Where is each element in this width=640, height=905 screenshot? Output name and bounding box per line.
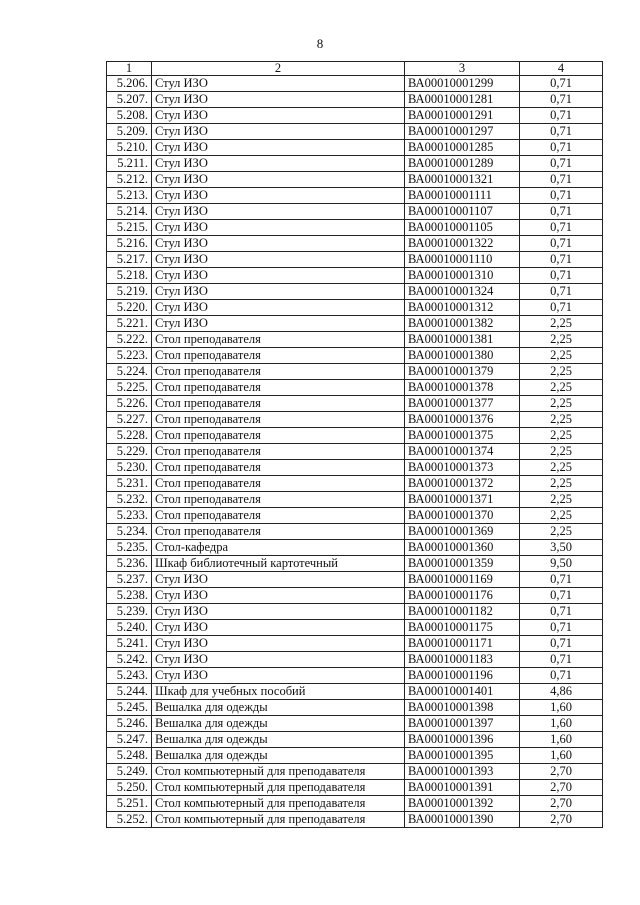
row-number-cell: 5.207. bbox=[107, 92, 152, 108]
item-name-cell: Стул ИЗО bbox=[152, 588, 405, 604]
table-row bbox=[107, 220, 603, 236]
inventory-code-cell: ВА00010001374 bbox=[405, 444, 520, 460]
row-number-cell: 5.250. bbox=[107, 780, 152, 796]
item-name-cell: Стул ИЗО bbox=[152, 124, 405, 140]
item-name-cell: Вешалка для одежды bbox=[152, 732, 405, 748]
inventory-code-cell: ВА00010001373 bbox=[405, 460, 520, 476]
inventory-code-cell: ВА00010001390 bbox=[405, 812, 520, 828]
table-row bbox=[107, 588, 603, 604]
table-row bbox=[107, 700, 603, 716]
inventory-code-cell: ВА00010001285 bbox=[405, 140, 520, 156]
value-cell: 2,25 bbox=[520, 380, 603, 396]
table-row bbox=[107, 524, 603, 540]
row-number-cell: 5.228. bbox=[107, 428, 152, 444]
item-name-cell: Стул ИЗО bbox=[152, 204, 405, 220]
value-cell: 2,70 bbox=[520, 812, 603, 828]
value-cell: 4,86 bbox=[520, 684, 603, 700]
value-cell: 0,71 bbox=[520, 620, 603, 636]
row-number-cell: 5.237. bbox=[107, 572, 152, 588]
row-number-cell: 5.233. bbox=[107, 508, 152, 524]
table-row bbox=[107, 364, 603, 380]
value-cell: 2,25 bbox=[520, 412, 603, 428]
table-row bbox=[107, 172, 603, 188]
inventory-code-cell: ВА00010001397 bbox=[405, 716, 520, 732]
inventory-code-cell: ВА00010001196 bbox=[405, 668, 520, 684]
item-name-cell: Стул ИЗО bbox=[152, 92, 405, 108]
table-row bbox=[107, 668, 603, 684]
table-row bbox=[107, 316, 603, 332]
inventory-code-cell: ВА00010001105 bbox=[405, 220, 520, 236]
inventory-code-cell: ВА00010001291 bbox=[405, 108, 520, 124]
item-name-cell: Стол преподавателя bbox=[152, 460, 405, 476]
item-name-cell: Стул ИЗО bbox=[152, 572, 405, 588]
row-number-cell: 5.229. bbox=[107, 444, 152, 460]
value-cell: 0,71 bbox=[520, 76, 603, 92]
value-cell: 0,71 bbox=[520, 108, 603, 124]
table-row bbox=[107, 652, 603, 668]
inventory-code-cell: ВА00010001299 bbox=[405, 76, 520, 92]
value-cell: 2,25 bbox=[520, 332, 603, 348]
row-number-cell: 5.239. bbox=[107, 604, 152, 620]
inventory-code-cell: ВА00010001110 bbox=[405, 252, 520, 268]
value-cell: 2,25 bbox=[520, 444, 603, 460]
inventory-code-cell: ВА00010001377 bbox=[405, 396, 520, 412]
value-cell: 2,25 bbox=[520, 364, 603, 380]
item-name-cell: Стул ИЗО bbox=[152, 188, 405, 204]
value-cell: 0,71 bbox=[520, 668, 603, 684]
item-name-cell: Стол компьютерный для преподавателя bbox=[152, 780, 405, 796]
inventory-code-cell: ВА00010001183 bbox=[405, 652, 520, 668]
row-number-cell: 5.231. bbox=[107, 476, 152, 492]
row-number-cell: 5.219. bbox=[107, 284, 152, 300]
item-name-cell: Стол преподавателя bbox=[152, 476, 405, 492]
column-header: 2 bbox=[152, 62, 405, 76]
row-number-cell: 5.232. bbox=[107, 492, 152, 508]
item-name-cell: Стул ИЗО bbox=[152, 236, 405, 252]
value-cell: 2,25 bbox=[520, 492, 603, 508]
table-row bbox=[107, 684, 603, 700]
value-cell: 0,71 bbox=[520, 636, 603, 652]
value-cell: 0,71 bbox=[520, 252, 603, 268]
table-row bbox=[107, 636, 603, 652]
inventory-code-cell: ВА00010001360 bbox=[405, 540, 520, 556]
row-number-cell: 5.208. bbox=[107, 108, 152, 124]
value-cell: 2,25 bbox=[520, 348, 603, 364]
value-cell: 0,71 bbox=[520, 220, 603, 236]
value-cell: 2,25 bbox=[520, 476, 603, 492]
item-name-cell: Стол преподавателя bbox=[152, 428, 405, 444]
item-name-cell: Стул ИЗО bbox=[152, 604, 405, 620]
value-cell: 2,25 bbox=[520, 508, 603, 524]
item-name-cell: Стул ИЗО bbox=[152, 652, 405, 668]
row-number-cell: 5.240. bbox=[107, 620, 152, 636]
table-row bbox=[107, 412, 603, 428]
item-name-cell: Вешалка для одежды bbox=[152, 748, 405, 764]
item-name-cell: Стол преподавателя bbox=[152, 348, 405, 364]
table-row bbox=[107, 748, 603, 764]
item-name-cell: Стул ИЗО bbox=[152, 316, 405, 332]
inventory-code-cell: ВА00010001289 bbox=[405, 156, 520, 172]
item-name-cell: Стул ИЗО bbox=[152, 268, 405, 284]
item-name-cell: Стол преподавателя bbox=[152, 412, 405, 428]
inventory-code-cell: ВА00010001322 bbox=[405, 236, 520, 252]
value-cell: 0,71 bbox=[520, 652, 603, 668]
value-cell: 1,60 bbox=[520, 732, 603, 748]
table-row bbox=[107, 796, 603, 812]
item-name-cell: Стол преподавателя bbox=[152, 492, 405, 508]
table-row bbox=[107, 428, 603, 444]
table-row bbox=[107, 380, 603, 396]
table-row bbox=[107, 188, 603, 204]
column-header: 1 bbox=[107, 62, 152, 76]
table-header-row bbox=[107, 62, 603, 76]
item-name-cell: Вешалка для одежды bbox=[152, 700, 405, 716]
inventory-code-cell: ВА00010001297 bbox=[405, 124, 520, 140]
item-name-cell: Шкаф для учебных пособий bbox=[152, 684, 405, 700]
value-cell: 2,70 bbox=[520, 764, 603, 780]
row-number-cell: 5.249. bbox=[107, 764, 152, 780]
table-row bbox=[107, 780, 603, 796]
value-cell: 0,71 bbox=[520, 140, 603, 156]
table-row bbox=[107, 268, 603, 284]
item-name-cell: Стул ИЗО bbox=[152, 156, 405, 172]
row-number-cell: 5.246. bbox=[107, 716, 152, 732]
inventory-code-cell: ВА00010001398 bbox=[405, 700, 520, 716]
table-row bbox=[107, 108, 603, 124]
inventory-code-cell: ВА00010001111 bbox=[405, 188, 520, 204]
value-cell: 0,71 bbox=[520, 124, 603, 140]
table-row bbox=[107, 140, 603, 156]
row-number-cell: 5.216. bbox=[107, 236, 152, 252]
column-header: 4 bbox=[520, 62, 603, 76]
inventory-code-cell: ВА00010001372 bbox=[405, 476, 520, 492]
table-row bbox=[107, 76, 603, 92]
table-row bbox=[107, 348, 603, 364]
table-row bbox=[107, 204, 603, 220]
value-cell: 2,70 bbox=[520, 796, 603, 812]
row-number-cell: 5.214. bbox=[107, 204, 152, 220]
row-number-cell: 5.227. bbox=[107, 412, 152, 428]
table-row bbox=[107, 764, 603, 780]
row-number-cell: 5.210. bbox=[107, 140, 152, 156]
table-row bbox=[107, 460, 603, 476]
row-number-cell: 5.247. bbox=[107, 732, 152, 748]
table-row bbox=[107, 252, 603, 268]
row-number-cell: 5.215. bbox=[107, 220, 152, 236]
item-name-cell: Стол преподавателя bbox=[152, 332, 405, 348]
item-name-cell: Стол преподавателя bbox=[152, 524, 405, 540]
value-cell: 2,25 bbox=[520, 460, 603, 476]
inventory-code-cell: ВА00010001182 bbox=[405, 604, 520, 620]
inventory-code-cell: ВА00010001401 bbox=[405, 684, 520, 700]
table-row bbox=[107, 556, 603, 572]
item-name-cell: Стул ИЗО bbox=[152, 636, 405, 652]
table-row bbox=[107, 732, 603, 748]
row-number-cell: 5.217. bbox=[107, 252, 152, 268]
table-row bbox=[107, 492, 603, 508]
row-number-cell: 5.220. bbox=[107, 300, 152, 316]
item-name-cell: Стул ИЗО bbox=[152, 620, 405, 636]
value-cell: 0,71 bbox=[520, 300, 603, 316]
value-cell: 0,71 bbox=[520, 92, 603, 108]
item-name-cell: Стол преподавателя bbox=[152, 444, 405, 460]
table-row bbox=[107, 476, 603, 492]
row-number-cell: 5.213. bbox=[107, 188, 152, 204]
row-number-cell: 5.235. bbox=[107, 540, 152, 556]
value-cell: 2,25 bbox=[520, 524, 603, 540]
table-row bbox=[107, 396, 603, 412]
table-row bbox=[107, 236, 603, 252]
value-cell: 0,71 bbox=[520, 188, 603, 204]
value-cell: 1,60 bbox=[520, 748, 603, 764]
value-cell: 0,71 bbox=[520, 268, 603, 284]
row-number-cell: 5.226. bbox=[107, 396, 152, 412]
item-name-cell: Стол-кафедра bbox=[152, 540, 405, 556]
value-cell: 0,71 bbox=[520, 572, 603, 588]
table-row bbox=[107, 716, 603, 732]
row-number-cell: 5.236. bbox=[107, 556, 152, 572]
item-name-cell: Стул ИЗО bbox=[152, 284, 405, 300]
row-number-cell: 5.222. bbox=[107, 332, 152, 348]
table-row bbox=[107, 284, 603, 300]
inventory-code-cell: ВА00010001175 bbox=[405, 620, 520, 636]
inventory-code-cell: ВА00010001391 bbox=[405, 780, 520, 796]
inventory-code-cell: ВА00010001171 bbox=[405, 636, 520, 652]
table-row bbox=[107, 156, 603, 172]
value-cell: 0,71 bbox=[520, 284, 603, 300]
inventory-code-cell: ВА00010001370 bbox=[405, 508, 520, 524]
inventory-code-cell: ВА00010001396 bbox=[405, 732, 520, 748]
item-name-cell: Стол преподавателя bbox=[152, 396, 405, 412]
inventory-code-cell: ВА00010001395 bbox=[405, 748, 520, 764]
value-cell: 0,71 bbox=[520, 172, 603, 188]
value-cell: 0,71 bbox=[520, 604, 603, 620]
row-number-cell: 5.251. bbox=[107, 796, 152, 812]
table-row bbox=[107, 540, 603, 556]
value-cell: 2,25 bbox=[520, 396, 603, 412]
row-number-cell: 5.244. bbox=[107, 684, 152, 700]
inventory-code-cell: ВА00010001380 bbox=[405, 348, 520, 364]
row-number-cell: 5.252. bbox=[107, 812, 152, 828]
value-cell: 0,71 bbox=[520, 236, 603, 252]
value-cell: 2,70 bbox=[520, 780, 603, 796]
inventory-code-cell: ВА00010001381 bbox=[405, 332, 520, 348]
row-number-cell: 5.245. bbox=[107, 700, 152, 716]
inventory-table bbox=[106, 61, 603, 828]
row-number-cell: 5.248. bbox=[107, 748, 152, 764]
item-name-cell: Стул ИЗО bbox=[152, 252, 405, 268]
inventory-code-cell: ВА00010001107 bbox=[405, 204, 520, 220]
table-row bbox=[107, 572, 603, 588]
item-name-cell: Стол преподавателя bbox=[152, 380, 405, 396]
row-number-cell: 5.238. bbox=[107, 588, 152, 604]
item-name-cell: Стул ИЗО bbox=[152, 140, 405, 156]
item-name-cell: Стол преподавателя bbox=[152, 508, 405, 524]
table-row bbox=[107, 620, 603, 636]
row-number-cell: 5.234. bbox=[107, 524, 152, 540]
row-number-cell: 5.212. bbox=[107, 172, 152, 188]
inventory-code-cell: ВА00010001382 bbox=[405, 316, 520, 332]
item-name-cell: Стул ИЗО bbox=[152, 668, 405, 684]
inventory-code-cell: ВА00010001359 bbox=[405, 556, 520, 572]
table-row bbox=[107, 92, 603, 108]
item-name-cell: Стул ИЗО bbox=[152, 76, 405, 92]
row-number-cell: 5.242. bbox=[107, 652, 152, 668]
inventory-code-cell: ВА00010001310 bbox=[405, 268, 520, 284]
row-number-cell: 5.209. bbox=[107, 124, 152, 140]
table-row bbox=[107, 812, 603, 828]
item-name-cell: Стул ИЗО bbox=[152, 220, 405, 236]
value-cell: 2,25 bbox=[520, 316, 603, 332]
inventory-code-cell: ВА00010001375 bbox=[405, 428, 520, 444]
inventory-code-cell: ВА00010001378 bbox=[405, 380, 520, 396]
value-cell: 0,71 bbox=[520, 156, 603, 172]
inventory-code-cell: ВА00010001176 bbox=[405, 588, 520, 604]
item-name-cell: Стул ИЗО bbox=[152, 172, 405, 188]
inventory-code-cell: ВА00010001321 bbox=[405, 172, 520, 188]
row-number-cell: 5.223. bbox=[107, 348, 152, 364]
row-number-cell: 5.211. bbox=[107, 156, 152, 172]
page-number: 8 bbox=[316, 36, 324, 51]
column-header: 3 bbox=[405, 62, 520, 76]
row-number-cell: 5.225. bbox=[107, 380, 152, 396]
row-number-cell: 5.224. bbox=[107, 364, 152, 380]
item-name-cell: Стол компьютерный для преподавателя bbox=[152, 764, 405, 780]
item-name-cell: Стол компьютерный для преподавателя bbox=[152, 812, 405, 828]
inventory-code-cell: ВА00010001393 bbox=[405, 764, 520, 780]
value-cell: 0,71 bbox=[520, 204, 603, 220]
value-cell: 1,60 bbox=[520, 716, 603, 732]
value-cell: 3,50 bbox=[520, 540, 603, 556]
inventory-code-cell: ВА00010001371 bbox=[405, 492, 520, 508]
row-number-cell: 5.206. bbox=[107, 76, 152, 92]
inventory-code-cell: ВА00010001324 bbox=[405, 284, 520, 300]
item-name-cell: Шкаф библиотечный картотечный bbox=[152, 556, 405, 572]
table-body bbox=[107, 76, 603, 828]
value-cell: 9,50 bbox=[520, 556, 603, 572]
inventory-code-cell: ВА00010001312 bbox=[405, 300, 520, 316]
inventory-code-cell: ВА00010001369 bbox=[405, 524, 520, 540]
inventory-code-cell: ВА00010001379 bbox=[405, 364, 520, 380]
value-cell: 1,60 bbox=[520, 700, 603, 716]
table-row bbox=[107, 604, 603, 620]
row-number-cell: 5.243. bbox=[107, 668, 152, 684]
inventory-code-cell: ВА00010001169 bbox=[405, 572, 520, 588]
row-number-cell: 5.221. bbox=[107, 316, 152, 332]
table-row bbox=[107, 124, 603, 140]
table-row bbox=[107, 508, 603, 524]
inventory-code-cell: ВА00010001376 bbox=[405, 412, 520, 428]
table-row bbox=[107, 332, 603, 348]
item-name-cell: Стул ИЗО bbox=[152, 108, 405, 124]
inventory-code-cell: ВА00010001281 bbox=[405, 92, 520, 108]
value-cell: 2,25 bbox=[520, 428, 603, 444]
table-row bbox=[107, 300, 603, 316]
item-name-cell: Вешалка для одежды bbox=[152, 716, 405, 732]
item-name-cell: Стол преподавателя bbox=[152, 364, 405, 380]
item-name-cell: Стул ИЗО bbox=[152, 300, 405, 316]
row-number-cell: 5.230. bbox=[107, 460, 152, 476]
row-number-cell: 5.218. bbox=[107, 268, 152, 284]
item-name-cell: Стол компьютерный для преподавателя bbox=[152, 796, 405, 812]
inventory-code-cell: ВА00010001392 bbox=[405, 796, 520, 812]
table-row bbox=[107, 444, 603, 460]
value-cell: 0,71 bbox=[520, 588, 603, 604]
row-number-cell: 5.241. bbox=[107, 636, 152, 652]
